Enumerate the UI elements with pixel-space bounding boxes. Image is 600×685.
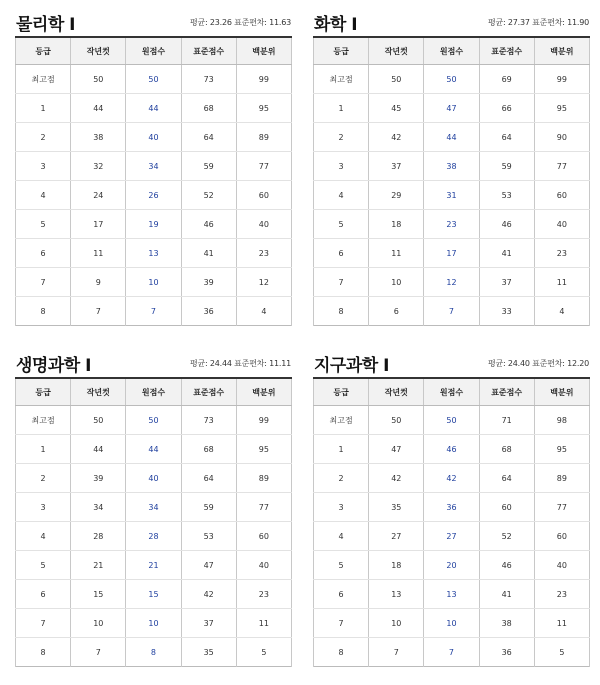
- standard-score-cell: 39: [181, 268, 236, 297]
- raw-score-cell: 47: [424, 94, 479, 123]
- last-year-cut-cell: 10: [71, 609, 126, 638]
- raw-score-cell: 50: [424, 65, 479, 94]
- raw-score-cell: 44: [126, 435, 181, 464]
- panel-life-science: [15, 349, 292, 667]
- standard-score-cell: 53: [181, 522, 236, 551]
- last-year-cut-cell: 28: [71, 522, 126, 551]
- standard-score-cell: 38: [479, 609, 534, 638]
- table-header-row: [16, 37, 292, 65]
- last-year-cut-cell: 7: [369, 638, 424, 667]
- table-row: [16, 464, 292, 493]
- last-year-cut-cell: 42: [369, 123, 424, 152]
- panel-earth-science: [313, 349, 590, 667]
- percentile-cell: 23: [534, 580, 589, 609]
- percentile-cell: 40: [534, 210, 589, 239]
- grade-cell: 4: [16, 522, 71, 551]
- percentile-cell: 23: [236, 239, 291, 268]
- percentile-cell: 60: [534, 181, 589, 210]
- percentile-cell: 77: [534, 493, 589, 522]
- table-row: [314, 580, 590, 609]
- raw-score-cell: 7: [424, 638, 479, 667]
- panel-header: [15, 349, 292, 377]
- raw-score-cell: 50: [424, 406, 479, 435]
- standard-score-cell: 60: [479, 493, 534, 522]
- table-row: [314, 123, 590, 152]
- percentile-cell: 99: [236, 65, 291, 94]
- table-row: [314, 551, 590, 580]
- panel-header: [15, 8, 292, 36]
- table-row: [314, 464, 590, 493]
- last-year-cut-cell: 50: [369, 65, 424, 94]
- panel-stats: 평균: 27.37 표준편차: 11.90: [488, 17, 589, 27]
- table-row: [16, 551, 292, 580]
- raw-score-cell: 15: [126, 580, 181, 609]
- table-row: [16, 297, 292, 326]
- column-header: 작년컷: [369, 378, 424, 406]
- table-row: [16, 123, 292, 152]
- column-header: 작년컷: [369, 37, 424, 65]
- last-year-cut-cell: 6: [369, 297, 424, 326]
- table-row: [314, 297, 590, 326]
- last-year-cut-cell: 17: [71, 210, 126, 239]
- raw-score-cell: 38: [424, 152, 479, 181]
- table-row: [314, 94, 590, 123]
- percentile-cell: 98: [534, 406, 589, 435]
- panel-title: 물리학 Ⅰ: [16, 14, 76, 35]
- grade-cell: 최고점: [314, 65, 369, 94]
- table-row: [16, 152, 292, 181]
- grade-table: [313, 36, 590, 326]
- last-year-cut-cell: 11: [71, 239, 126, 268]
- percentile-cell: 90: [534, 123, 589, 152]
- raw-score-cell: 7: [126, 297, 181, 326]
- percentile-cell: 40: [534, 551, 589, 580]
- panel-physics: [15, 8, 292, 326]
- table-row: [16, 181, 292, 210]
- table-row: [16, 435, 292, 464]
- table-row: [16, 268, 292, 297]
- raw-score-cell: 42: [424, 464, 479, 493]
- grade-cell: 최고점: [16, 65, 71, 94]
- last-year-cut-cell: 9: [71, 268, 126, 297]
- percentile-cell: 5: [236, 638, 291, 667]
- grade-cell: 3: [314, 152, 369, 181]
- standard-score-cell: 68: [479, 435, 534, 464]
- column-header: 백분위: [534, 37, 589, 65]
- standard-score-cell: 66: [479, 94, 534, 123]
- grade-cell: 5: [16, 210, 71, 239]
- column-header: 등급: [16, 378, 71, 406]
- percentile-cell: 60: [236, 522, 291, 551]
- percentile-cell: 77: [236, 493, 291, 522]
- percentile-cell: 77: [236, 152, 291, 181]
- grade-cell: 7: [16, 609, 71, 638]
- table-row: [16, 94, 292, 123]
- last-year-cut-cell: 29: [369, 181, 424, 210]
- standard-score-cell: 41: [181, 239, 236, 268]
- last-year-cut-cell: 18: [369, 210, 424, 239]
- standard-score-cell: 73: [181, 65, 236, 94]
- grade-cell: 5: [16, 551, 71, 580]
- grade-cell: 6: [16, 239, 71, 268]
- standard-score-cell: 59: [181, 152, 236, 181]
- percentile-cell: 95: [236, 435, 291, 464]
- table-row: [314, 522, 590, 551]
- standard-score-cell: 41: [479, 239, 534, 268]
- grade-cell: 8: [314, 638, 369, 667]
- percentile-cell: 11: [534, 609, 589, 638]
- raw-score-cell: 12: [424, 268, 479, 297]
- percentile-cell: 4: [534, 297, 589, 326]
- last-year-cut-cell: 39: [71, 464, 126, 493]
- standard-score-cell: 73: [181, 406, 236, 435]
- standard-score-cell: 37: [479, 268, 534, 297]
- standard-score-cell: 36: [479, 638, 534, 667]
- grade-cell: 최고점: [16, 406, 71, 435]
- grade-cell: 2: [16, 464, 71, 493]
- percentile-cell: 11: [236, 609, 291, 638]
- raw-score-cell: 10: [126, 268, 181, 297]
- grade-cell: 1: [16, 435, 71, 464]
- raw-score-cell: 20: [424, 551, 479, 580]
- column-header: 등급: [314, 37, 369, 65]
- raw-score-cell: 23: [424, 210, 479, 239]
- table-row: [16, 65, 292, 94]
- grade-table: [15, 377, 292, 667]
- last-year-cut-cell: 15: [71, 580, 126, 609]
- raw-score-cell: 10: [424, 609, 479, 638]
- standard-score-cell: 41: [479, 580, 534, 609]
- raw-score-cell: 26: [126, 181, 181, 210]
- grade-cell: 8: [16, 297, 71, 326]
- percentile-cell: 89: [236, 464, 291, 493]
- percentile-cell: 77: [534, 152, 589, 181]
- last-year-cut-cell: 50: [369, 406, 424, 435]
- percentile-cell: 40: [236, 551, 291, 580]
- table-row: [16, 522, 292, 551]
- panel-title: 생명과학 Ⅰ: [16, 355, 91, 376]
- table-row: [314, 181, 590, 210]
- grade-cell: 6: [314, 239, 369, 268]
- table-row: [314, 638, 590, 667]
- panel-title: 지구과학 Ⅰ: [314, 355, 389, 376]
- last-year-cut-cell: 18: [369, 551, 424, 580]
- standard-score-cell: 52: [479, 522, 534, 551]
- table-header-row: [314, 378, 590, 406]
- column-header: 백분위: [236, 378, 291, 406]
- standard-score-cell: 53: [479, 181, 534, 210]
- last-year-cut-cell: 42: [369, 464, 424, 493]
- grade-cell: 2: [314, 464, 369, 493]
- grade-cell: 2: [16, 123, 71, 152]
- column-header: 원점수: [424, 37, 479, 65]
- last-year-cut-cell: 21: [71, 551, 126, 580]
- column-header: 백분위: [236, 37, 291, 65]
- column-header: 표준점수: [479, 37, 534, 65]
- raw-score-cell: 13: [424, 580, 479, 609]
- standard-score-cell: 64: [181, 464, 236, 493]
- column-header: 원점수: [126, 37, 181, 65]
- table-row: [16, 210, 292, 239]
- panel-stats: 평균: 24.40 표준편차: 12.20: [488, 358, 589, 368]
- table-header-row: [16, 378, 292, 406]
- last-year-cut-cell: 50: [71, 406, 126, 435]
- table-row: [314, 609, 590, 638]
- last-year-cut-cell: 44: [71, 435, 126, 464]
- raw-score-cell: 28: [126, 522, 181, 551]
- percentile-cell: 12: [236, 268, 291, 297]
- percentile-cell: 99: [236, 406, 291, 435]
- last-year-cut-cell: 7: [71, 638, 126, 667]
- column-header: 원점수: [126, 378, 181, 406]
- table-row: [314, 268, 590, 297]
- grade-cell: 3: [16, 493, 71, 522]
- grade-table: [15, 36, 292, 326]
- last-year-cut-cell: 10: [369, 268, 424, 297]
- column-header: 작년컷: [71, 37, 126, 65]
- last-year-cut-cell: 27: [369, 522, 424, 551]
- raw-score-cell: 50: [126, 65, 181, 94]
- standard-score-cell: 64: [181, 123, 236, 152]
- table-row: [314, 210, 590, 239]
- grade-cell: 4: [314, 522, 369, 551]
- standard-score-cell: 46: [479, 210, 534, 239]
- panel-header: [313, 8, 590, 36]
- standard-score-cell: 46: [479, 551, 534, 580]
- raw-score-cell: 34: [126, 152, 181, 181]
- table-row: [16, 406, 292, 435]
- column-header: 백분위: [534, 378, 589, 406]
- standard-score-cell: 37: [181, 609, 236, 638]
- last-year-cut-cell: 34: [71, 493, 126, 522]
- raw-score-cell: 27: [424, 522, 479, 551]
- standard-score-cell: 64: [479, 123, 534, 152]
- standard-score-cell: 69: [479, 65, 534, 94]
- standard-score-cell: 42: [181, 580, 236, 609]
- panel-chemistry: [313, 8, 590, 326]
- grade-cell: 6: [16, 580, 71, 609]
- percentile-cell: 23: [236, 580, 291, 609]
- percentile-cell: 89: [236, 123, 291, 152]
- last-year-cut-cell: 37: [369, 152, 424, 181]
- column-header: 등급: [16, 37, 71, 65]
- last-year-cut-cell: 7: [71, 297, 126, 326]
- last-year-cut-cell: 11: [369, 239, 424, 268]
- last-year-cut-cell: 44: [71, 94, 126, 123]
- percentile-cell: 5: [534, 638, 589, 667]
- grade-cell: 7: [16, 268, 71, 297]
- standard-score-cell: 47: [181, 551, 236, 580]
- raw-score-cell: 8: [126, 638, 181, 667]
- grade-cell: 3: [314, 493, 369, 522]
- standard-score-cell: 71: [479, 406, 534, 435]
- standard-score-cell: 64: [479, 464, 534, 493]
- percentile-cell: 95: [534, 435, 589, 464]
- table-row: [16, 580, 292, 609]
- panel-title: 화학 Ⅰ: [314, 14, 358, 35]
- grade-cell: 5: [314, 210, 369, 239]
- grade-cell: 7: [314, 609, 369, 638]
- percentile-cell: 60: [534, 522, 589, 551]
- panel-stats: 평균: 24.44 표준편차: 11.11: [190, 358, 291, 368]
- raw-score-cell: 19: [126, 210, 181, 239]
- raw-score-cell: 10: [126, 609, 181, 638]
- raw-score-cell: 34: [126, 493, 181, 522]
- percentile-cell: 23: [534, 239, 589, 268]
- raw-score-cell: 40: [126, 464, 181, 493]
- panel-header: [313, 349, 590, 377]
- grade-cell: 1: [314, 94, 369, 123]
- last-year-cut-cell: 47: [369, 435, 424, 464]
- standard-score-cell: 59: [479, 152, 534, 181]
- percentile-cell: 60: [236, 181, 291, 210]
- raw-score-cell: 13: [126, 239, 181, 268]
- raw-score-cell: 21: [126, 551, 181, 580]
- panel-stats: 평균: 23.26 표준편차: 11.63: [190, 17, 291, 27]
- raw-score-cell: 31: [424, 181, 479, 210]
- last-year-cut-cell: 45: [369, 94, 424, 123]
- grade-cell: 8: [314, 297, 369, 326]
- grade-cell: 6: [314, 580, 369, 609]
- grade-cell: 1: [314, 435, 369, 464]
- grade-cell: 2: [314, 123, 369, 152]
- standard-score-cell: 46: [181, 210, 236, 239]
- grade-table: [313, 377, 590, 667]
- last-year-cut-cell: 38: [71, 123, 126, 152]
- raw-score-cell: 17: [424, 239, 479, 268]
- table-row: [314, 435, 590, 464]
- percentile-cell: 40: [236, 210, 291, 239]
- grade-cell: 1: [16, 94, 71, 123]
- grade-cell: 7: [314, 268, 369, 297]
- last-year-cut-cell: 32: [71, 152, 126, 181]
- table-row: [16, 239, 292, 268]
- last-year-cut-cell: 35: [369, 493, 424, 522]
- last-year-cut-cell: 24: [71, 181, 126, 210]
- table-row: [314, 152, 590, 181]
- raw-score-cell: 46: [424, 435, 479, 464]
- standard-score-cell: 59: [181, 493, 236, 522]
- raw-score-cell: 50: [126, 406, 181, 435]
- raw-score-cell: 7: [424, 297, 479, 326]
- last-year-cut-cell: 13: [369, 580, 424, 609]
- percentile-cell: 4: [236, 297, 291, 326]
- table-row: [16, 638, 292, 667]
- raw-score-cell: 44: [126, 94, 181, 123]
- column-header: 원점수: [424, 378, 479, 406]
- standard-score-cell: 36: [181, 297, 236, 326]
- standard-score-cell: 52: [181, 181, 236, 210]
- column-header: 작년컷: [71, 378, 126, 406]
- grade-cell: 최고점: [314, 406, 369, 435]
- standard-score-cell: 33: [479, 297, 534, 326]
- percentile-cell: 99: [534, 65, 589, 94]
- table-row: [314, 65, 590, 94]
- standard-score-cell: 35: [181, 638, 236, 667]
- percentile-cell: 11: [534, 268, 589, 297]
- raw-score-cell: 44: [424, 123, 479, 152]
- grade-cell: 4: [16, 181, 71, 210]
- raw-score-cell: 40: [126, 123, 181, 152]
- column-header: 등급: [314, 378, 369, 406]
- grade-cell: 8: [16, 638, 71, 667]
- raw-score-cell: 36: [424, 493, 479, 522]
- percentile-cell: 95: [236, 94, 291, 123]
- table-header-row: [314, 37, 590, 65]
- last-year-cut-cell: 10: [369, 609, 424, 638]
- column-header: 표준점수: [181, 378, 236, 406]
- table-row: [16, 609, 292, 638]
- standard-score-cell: 68: [181, 94, 236, 123]
- column-header: 표준점수: [181, 37, 236, 65]
- percentile-cell: 89: [534, 464, 589, 493]
- grade-cell: 4: [314, 181, 369, 210]
- table-row: [16, 493, 292, 522]
- table-row: [314, 406, 590, 435]
- grade-cell: 3: [16, 152, 71, 181]
- table-row: [314, 493, 590, 522]
- column-header: 표준점수: [479, 378, 534, 406]
- table-row: [314, 239, 590, 268]
- standard-score-cell: 68: [181, 435, 236, 464]
- percentile-cell: 95: [534, 94, 589, 123]
- last-year-cut-cell: 50: [71, 65, 126, 94]
- grade-cell: 5: [314, 551, 369, 580]
